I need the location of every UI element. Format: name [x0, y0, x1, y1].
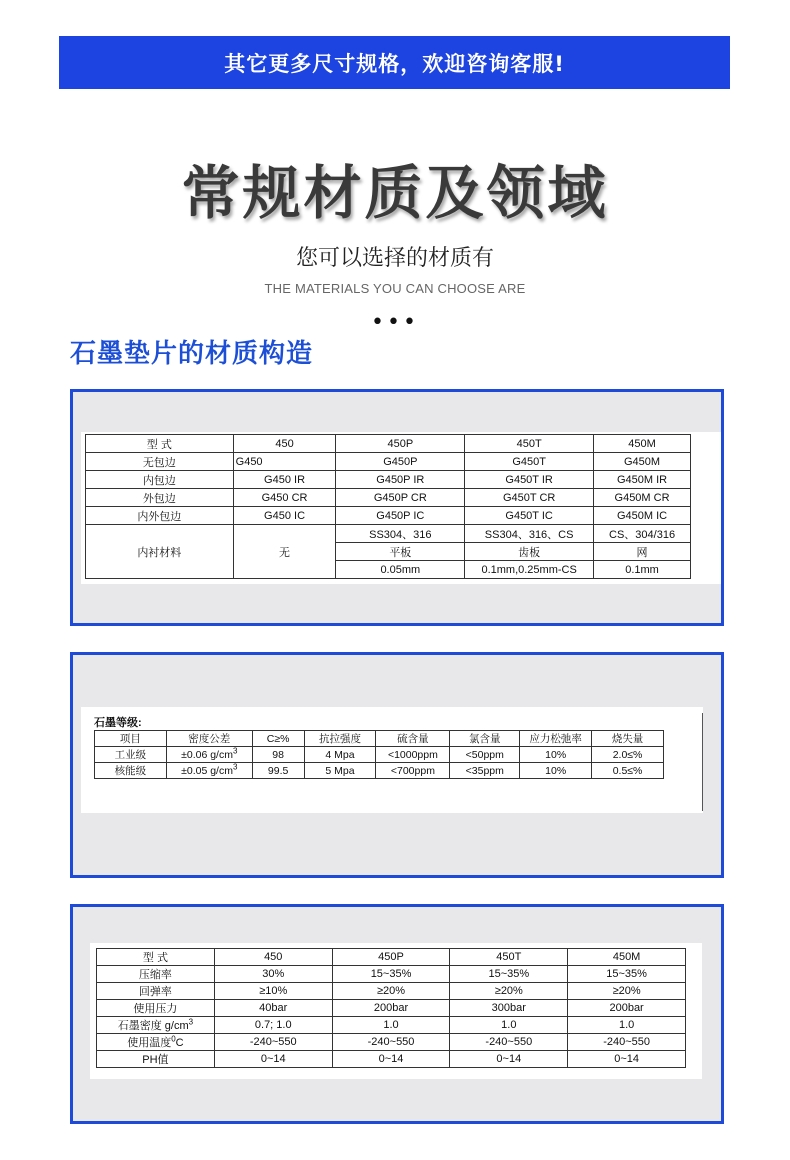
table-cell: ≥20%: [332, 983, 450, 1000]
table-cell: 0~14: [332, 1051, 450, 1068]
table-cell: 核能级: [95, 763, 167, 779]
table-cell: <35ppm: [450, 763, 520, 779]
table-cell: 99.5: [252, 763, 304, 779]
table-cell: 0.1mm: [594, 561, 691, 579]
page-title: 常规材质及领域: [181, 159, 609, 227]
table-cell: 5 Mpa: [304, 763, 376, 779]
table-cell: 200bar: [568, 1000, 686, 1017]
table-cell: 450: [233, 435, 336, 453]
table-row: [86, 507, 691, 525]
table-cell: 0~14: [450, 1051, 568, 1068]
table-row: [97, 1051, 686, 1068]
table-cell: 98: [252, 747, 304, 763]
promo-banner: [59, 36, 730, 89]
table-cell: 10%: [520, 763, 592, 779]
lining-450-value: 无: [233, 525, 336, 579]
table-cell: -240~550: [568, 1034, 686, 1051]
table-cell: G450M CR: [594, 489, 691, 507]
table-cell: SS304、316: [336, 525, 465, 543]
table-row: [97, 1000, 686, 1017]
table-cell: -240~550: [450, 1034, 568, 1051]
table-cell: CS、304/316: [594, 525, 691, 543]
table-cell: G450M IC: [594, 507, 691, 525]
table-cell: 0.5≤%: [592, 763, 664, 779]
table-cell: G450 CR: [233, 489, 336, 507]
density-label: 石墨密度 g/cm: [117, 1020, 189, 1032]
graphite-grade-label: 石墨等级:: [94, 717, 142, 729]
table-cell: 工业级: [95, 747, 167, 763]
table-cell: -240~550: [332, 1034, 450, 1051]
table-cell: 0~14: [568, 1051, 686, 1068]
table-cell: 4 Mpa: [304, 747, 376, 763]
table-cell: 450T: [450, 949, 568, 966]
table-cell: G450T IR: [465, 471, 594, 489]
table-row: [86, 525, 691, 543]
table-cell: 0.1mm,0.25mm-CS: [465, 561, 594, 579]
table-row: [95, 763, 664, 779]
performance-table: [96, 948, 686, 1068]
table-row: [97, 1034, 686, 1051]
table-cell: 2.0≤%: [592, 747, 664, 763]
table-cell: 氯含量: [450, 731, 520, 747]
table-cell: G450P IC: [336, 507, 465, 525]
superscript: 3: [188, 1017, 194, 1027]
material-structure-table: [85, 434, 691, 579]
material-structure-sheet: [81, 432, 721, 584]
table-cell: G450M IR: [594, 471, 691, 489]
table-cell: G450T CR: [465, 489, 594, 507]
table-cell: 1.0: [332, 1017, 450, 1034]
table-cell: 300bar: [450, 1000, 568, 1017]
table-cell: 450T: [465, 435, 594, 453]
table-cell: 450P: [336, 435, 465, 453]
table-cell: G450T IC: [465, 507, 594, 525]
table-cell: -240~550: [214, 1034, 332, 1051]
table-row: [95, 747, 664, 763]
table-cell: <1000ppm: [376, 747, 450, 763]
table-cell: ≥20%: [450, 983, 568, 1000]
table-cell: 15~35%: [332, 966, 450, 983]
lining-material-label: 内衬材料: [86, 525, 234, 579]
table-cell: 450P: [332, 949, 450, 966]
temperature-label: 使用温度: [127, 1037, 172, 1049]
table-cell: [166, 747, 252, 763]
table-cell: G450T: [465, 453, 594, 471]
page-subtitle-english: THE MATERIALS YOU CAN CHOOSE ARE: [264, 281, 526, 296]
table-row: [86, 471, 691, 489]
table-cell: 15~35%: [450, 966, 568, 983]
table-cell: [97, 1017, 215, 1034]
table-cell: 0.7; 1.0: [214, 1017, 332, 1034]
dots-divider: •••: [371, 310, 419, 335]
table-cell: 硫含量: [376, 731, 450, 747]
table-cell: 烧失量: [592, 731, 664, 747]
table-cell: 使用压力: [97, 1000, 215, 1017]
table-row: [86, 453, 691, 471]
table-cell: G450 IR: [233, 471, 336, 489]
table-cell: 内外包边: [86, 507, 234, 525]
table-cell: SS304、316、CS: [465, 525, 594, 543]
table-cell: G450P IR: [336, 471, 465, 489]
table-cell: 应力松弛率: [520, 731, 592, 747]
table-header-row: [86, 435, 691, 453]
table-cell: G450P CR: [336, 489, 465, 507]
table-cell: ≥10%: [214, 983, 332, 1000]
table-cell: 网: [594, 543, 691, 561]
table-cell: 10%: [520, 747, 592, 763]
table-cell: C≥%: [252, 731, 304, 747]
banner-text: 其它更多尺寸规格，欢迎咨询客服!: [224, 51, 565, 76]
table-row: [97, 1017, 686, 1034]
table-cell: 密度公差: [166, 731, 252, 747]
table-cell: [97, 1034, 215, 1051]
table-row: [86, 489, 691, 507]
table-cell: 回弹率: [97, 983, 215, 1000]
table-cell: PH值: [97, 1051, 215, 1068]
table-cell: <50ppm: [450, 747, 520, 763]
table-cell: 型 式: [86, 435, 234, 453]
table-cell: 型 式: [97, 949, 215, 966]
table-cell: 内包边: [86, 471, 234, 489]
table-header-row: [95, 731, 664, 747]
performance-sheet: [90, 943, 702, 1079]
material-structure-panel: [70, 389, 724, 626]
table-cell: 抗拉强度: [304, 731, 376, 747]
table-cell: 1.0: [450, 1017, 568, 1034]
table-cell: 压缩率: [97, 966, 215, 983]
superscript: 0: [171, 1034, 176, 1044]
graphite-grade-panel: [70, 652, 724, 878]
table-row: [97, 966, 686, 983]
table-cell: 无包边: [86, 453, 234, 471]
temperature-unit: C: [175, 1037, 184, 1049]
table-cell: 450: [214, 949, 332, 966]
density-value: ±0.05 g/cm: [181, 764, 233, 777]
table-cell: 15~35%: [568, 966, 686, 983]
table-cell: 项目: [95, 731, 167, 747]
table-cell: G450P: [336, 453, 465, 471]
table-cell: 齿板: [465, 543, 594, 561]
page-subtitle: 您可以选择的材质有: [295, 246, 494, 271]
table-cell: G450: [233, 453, 336, 471]
table-cell: 1.0: [568, 1017, 686, 1034]
table-cell: 外包边: [86, 489, 234, 507]
table-cell: 0~14: [214, 1051, 332, 1068]
table-cell: <700ppm: [376, 763, 450, 779]
performance-panel: [70, 904, 724, 1124]
table-cell: 0.05mm: [336, 561, 465, 579]
table-cell: 450M: [594, 435, 691, 453]
superscript: 3: [232, 762, 238, 771]
divider-line: [702, 713, 703, 811]
table-header-row: [97, 949, 686, 966]
table-cell: G450 IC: [233, 507, 336, 525]
table-cell: G450M: [594, 453, 691, 471]
superscript: 3: [232, 746, 238, 755]
table-cell: [166, 763, 252, 779]
density-value: ±0.06 g/cm: [181, 748, 233, 761]
table-cell: 40bar: [214, 1000, 332, 1017]
table-cell: 200bar: [332, 1000, 450, 1017]
section-heading: 石墨垫片的材质构造: [70, 339, 314, 369]
table-cell: 30%: [214, 966, 332, 983]
graphite-grade-table: [94, 730, 664, 779]
table-cell: 450M: [568, 949, 686, 966]
table-cell: ≥20%: [568, 983, 686, 1000]
table-cell: 平板: [336, 543, 465, 561]
graphite-grade-sheet: [81, 707, 703, 813]
table-row: [97, 983, 686, 1000]
